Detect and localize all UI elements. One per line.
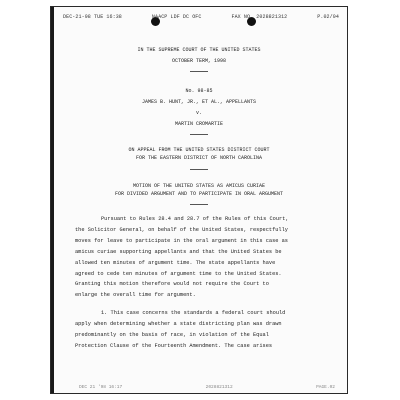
fax-footer	[79, 385, 335, 390]
paragraph-2	[75, 308, 327, 352]
appeal-line-2: FOR THE EASTERN DISTRICT OF NORTH CAROLINA	[135, 155, 263, 161]
court-name: IN THE SUPREME COURT OF THE UNITED STATES	[137, 47, 261, 53]
versus: v.	[195, 110, 202, 116]
divider-rule	[190, 169, 208, 170]
fax-sender: NAACP LDF DC OFC	[151, 14, 202, 20]
text-line: apply when determining whether a state districting plan was drawn	[75, 320, 282, 327]
divider-rule	[190, 71, 208, 72]
fax-number: FAX NO. 2028821312	[231, 14, 288, 20]
text-line: amicus curiae supporting appellants and that the United States be	[75, 248, 282, 255]
text-line: agreed to cede ten minutes of argument time to the United States.	[75, 270, 282, 277]
fax-date-time: DEC-21-98 TUE 16:38	[63, 14, 122, 20]
fax-page: P.02/04	[317, 14, 339, 20]
footer-page: PAGE.02	[316, 385, 335, 390]
text-line: moves for leave to participate in the oral argument in this case as	[75, 237, 288, 244]
motion-title-line-2: FOR DIVIDED ARGUMENT AND TO PARTICIPATE IN ORAL ARGUMENT	[114, 191, 284, 197]
fax-header	[63, 14, 339, 20]
motion-title-line-1: MOTION OF THE UNITED STATES AS AMICUS CURIAE	[132, 183, 266, 189]
appellants: JAMES B. HUNT, JR., ET AL., APPELLANTS	[141, 99, 257, 105]
paragraph-1	[75, 214, 327, 301]
text-line: 1. This case concerns the standards a federal court should	[101, 310, 286, 316]
text-line: the Solicitor General, on behalf of the United States, respectfully	[75, 226, 288, 233]
case-number: No. 98-85	[185, 88, 213, 94]
appeal-line-1: ON APPEAL FROM THE UNITED STATES DISTRICT COURT	[128, 147, 270, 153]
scan-edge	[51, 7, 54, 393]
text-line: Pursuant to Rules 28.4 and 28.7 of the Rules of this Court,	[101, 216, 289, 222]
text-line: enlarge the overall time for argument.	[75, 292, 196, 299]
footer-date: DEC 21 '98 16:17	[79, 385, 123, 390]
footer-fax-number: 2028821312	[205, 385, 233, 390]
court-term: OCTOBER TERM, 1998	[171, 58, 226, 64]
text-line: predominantly on the basis of race, in violation of the Equal	[75, 331, 269, 338]
text-line: allowed ten minutes of argument time. The state appellants have	[75, 259, 276, 266]
text-line: Protection Clause of the Fourteenth Amendment. The case arises	[75, 342, 273, 349]
appellee: MARTIN CROMARTIE	[174, 121, 223, 127]
divider-rule	[190, 134, 208, 135]
document-page	[50, 6, 348, 394]
divider-rule	[190, 204, 208, 205]
text-line: Granting this motion therefore would not require the Court to	[75, 281, 269, 288]
